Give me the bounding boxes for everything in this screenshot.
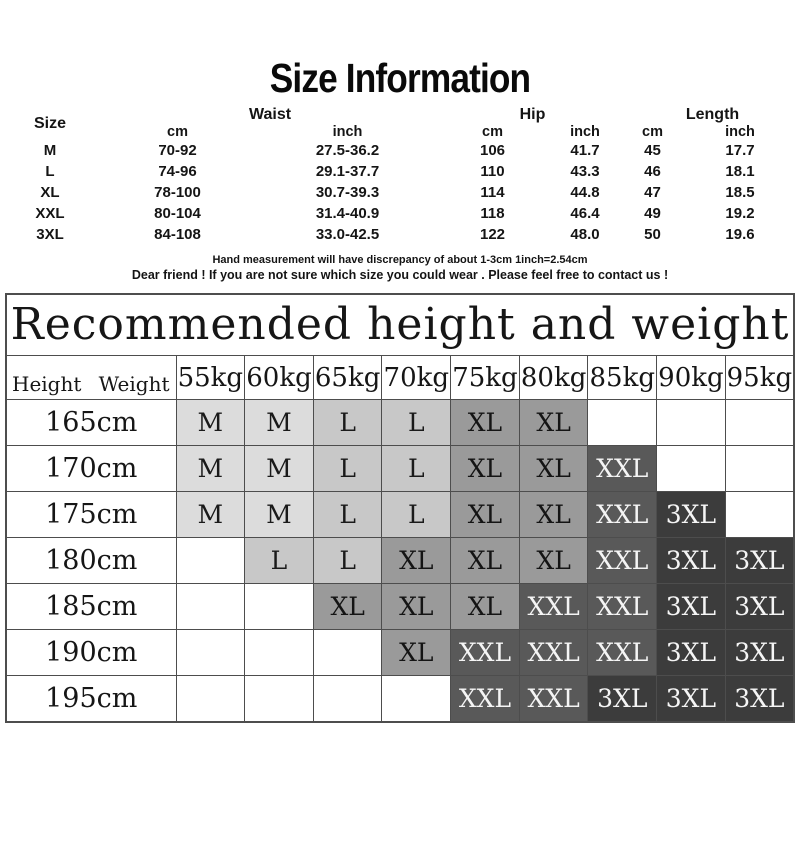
size-value-cell: 31.4-40.9 — [315, 205, 380, 222]
size-table — [0, 105, 800, 245]
height-header: 170cm — [6, 446, 176, 492]
size-value-cell: 43.3 — [570, 163, 600, 180]
empty-cell — [245, 676, 314, 723]
size-value-cell: 84-108 — [154, 226, 201, 243]
height-header: 185cm — [6, 584, 176, 630]
size-reco-cell: L — [245, 538, 314, 584]
size-value-cell: 19.2 — [725, 205, 755, 222]
size-reco-cell: 3XL — [657, 538, 726, 584]
waist-group-header: Waist — [248, 106, 292, 123]
size-reco-cell: 3XL — [657, 630, 726, 676]
size-reco-cell: L — [382, 400, 451, 446]
unit-header: inch — [570, 124, 600, 140]
size-reco-cell: XL — [451, 400, 520, 446]
matrix-row — [6, 630, 794, 676]
size-table-body — [0, 140, 800, 245]
size-reco-cell: XXL — [519, 676, 588, 723]
corner-height-label: Height — [12, 372, 82, 396]
weight-header: 85kg — [588, 356, 657, 400]
size-reco-cell: M — [176, 400, 245, 446]
weight-header: 60kg — [245, 356, 314, 400]
size-value-cell: 46.4 — [570, 205, 600, 222]
corner-weight-label: Weight — [98, 372, 170, 396]
size-reco-cell: XL — [519, 538, 588, 584]
weight-header: 65kg — [313, 356, 382, 400]
size-reco-cell: XL — [519, 400, 588, 446]
size-label-cell: XXL — [35, 205, 65, 222]
empty-cell — [382, 676, 451, 723]
size-value-cell: 48.0 — [570, 226, 600, 243]
unit-header: cm — [167, 124, 188, 140]
height-header: 190cm — [6, 630, 176, 676]
size-table-head — [0, 105, 800, 140]
size-value-cell: 46 — [644, 163, 661, 180]
height-header: 180cm — [6, 538, 176, 584]
size-value-cell: 45 — [644, 142, 661, 159]
size-reco-cell: 3XL — [657, 676, 726, 723]
size-value-cell: 41.7 — [570, 142, 600, 159]
group-header-row — [0, 105, 800, 123]
size-reco-cell: L — [382, 492, 451, 538]
size-reco-cell: XL — [451, 446, 520, 492]
size-value-cell: 49 — [644, 205, 661, 222]
size-value-cell: 114 — [480, 184, 505, 201]
empty-cell — [313, 630, 382, 676]
size-value-cell: 80-104 — [154, 205, 201, 222]
size-value-cell: 29.1-37.7 — [315, 163, 380, 180]
empty-cell — [725, 446, 794, 492]
empty-cell — [245, 584, 314, 630]
unit-header: cm — [642, 124, 663, 140]
size-reco-cell: XXL — [588, 584, 657, 630]
size-chart-page — [0, 55, 800, 723]
size-label-cell: 3XL — [36, 226, 64, 243]
matrix-row — [6, 538, 794, 584]
size-reco-cell: M — [176, 446, 245, 492]
size-reco-cell: XXL — [588, 492, 657, 538]
size-value-cell: 27.5-36.2 — [315, 142, 380, 159]
size-reco-cell: XXL — [451, 630, 520, 676]
size-reco-cell: 3XL — [725, 538, 794, 584]
unit-header: cm — [482, 124, 503, 140]
size-table-row — [0, 161, 800, 182]
size-reco-cell: L — [313, 492, 382, 538]
recommend-table — [5, 293, 795, 723]
size-table-row — [0, 182, 800, 203]
size-label-cell: XL — [40, 184, 60, 201]
size-reco-cell: M — [245, 492, 314, 538]
size-reco-cell: 3XL — [588, 676, 657, 723]
size-reco-cell: XL — [451, 538, 520, 584]
size-value-cell: 30.7-39.3 — [315, 184, 380, 201]
sub-header-row — [0, 123, 800, 140]
size-reco-cell: XL — [382, 584, 451, 630]
recommend-head — [6, 294, 794, 400]
weight-header: 75kg — [451, 356, 520, 400]
empty-cell — [245, 630, 314, 676]
size-reco-cell: XL — [519, 492, 588, 538]
height-header: 195cm — [6, 676, 176, 723]
size-value-cell: 19.6 — [725, 226, 755, 243]
measurement-note: Hand measurement will have discrepancy of about 1-3cm 1inch=2.54cm — [212, 254, 588, 266]
size-reco-cell: 3XL — [657, 584, 726, 630]
empty-cell — [313, 676, 382, 723]
size-reco-cell: 3XL — [725, 630, 794, 676]
recommend-title-row — [6, 294, 794, 356]
size-reco-cell: XL — [519, 446, 588, 492]
corner-cell — [6, 356, 176, 400]
size-reco-cell: XXL — [588, 538, 657, 584]
size-reco-cell: L — [382, 446, 451, 492]
empty-cell — [657, 400, 726, 446]
size-reco-cell: 3XL — [725, 584, 794, 630]
matrix-body — [6, 400, 794, 723]
size-value-cell: 44.8 — [570, 184, 600, 201]
matrix-row — [6, 446, 794, 492]
size-table-row — [0, 203, 800, 224]
length-group-header: Length — [685, 106, 740, 123]
weights-row — [6, 356, 794, 400]
size-reco-cell: XXL — [451, 676, 520, 723]
unit-header: inch — [332, 124, 363, 140]
empty-cell — [588, 400, 657, 446]
size-value-cell: 110 — [480, 163, 505, 180]
hip-group-header: Hip — [519, 106, 546, 123]
empty-cell — [176, 538, 245, 584]
size-value-cell: 17.7 — [725, 142, 755, 159]
size-value-cell: 33.0-42.5 — [315, 226, 380, 243]
size-reco-cell: 3XL — [725, 676, 794, 723]
page-title: Size Information — [269, 55, 531, 101]
size-value-cell: 70-92 — [158, 142, 197, 159]
size-reco-cell: XXL — [588, 630, 657, 676]
size-reco-cell: M — [176, 492, 245, 538]
size-reco-cell: XL — [451, 492, 520, 538]
unit-header: inch — [725, 124, 755, 140]
size-value-cell: 18.5 — [725, 184, 755, 201]
size-reco-cell: L — [313, 446, 382, 492]
size-reco-cell: XXL — [519, 584, 588, 630]
weight-header: 90kg — [657, 356, 726, 400]
size-value-cell: 50 — [644, 226, 661, 243]
weight-header: 80kg — [519, 356, 588, 400]
weight-header: 95kg — [725, 356, 794, 400]
size-reco-cell: XL — [382, 630, 451, 676]
weight-header: 70kg — [382, 356, 451, 400]
matrix-row — [6, 400, 794, 446]
size-reco-cell: XXL — [519, 630, 588, 676]
size-value-cell: 18.1 — [725, 163, 755, 180]
size-table-row — [0, 140, 800, 161]
size-value-cell: 78-100 — [154, 184, 201, 201]
matrix-row — [6, 584, 794, 630]
size-value-cell: 74-96 — [158, 163, 197, 180]
empty-cell — [176, 630, 245, 676]
size-reco-cell: XXL — [588, 446, 657, 492]
size-reco-cell: 3XL — [657, 492, 726, 538]
empty-cell — [725, 400, 794, 446]
size-value-cell: 118 — [480, 205, 505, 222]
size-reco-cell: XL — [313, 584, 382, 630]
size-column-header: Size — [33, 114, 66, 132]
size-label-cell: L — [45, 163, 55, 180]
weight-header: 55kg — [176, 356, 245, 400]
empty-cell — [176, 676, 245, 723]
height-header: 165cm — [6, 400, 176, 446]
size-reco-cell: L — [313, 400, 382, 446]
size-reco-cell: XL — [382, 538, 451, 584]
corner-labels — [12, 374, 170, 394]
size-value-cell: 106 — [480, 142, 506, 159]
empty-cell — [176, 584, 245, 630]
size-value-cell: 122 — [480, 226, 506, 243]
matrix-row — [6, 676, 794, 723]
contact-note: Dear friend ! If you are not sure which size you could wear . Please feel free to contact us ! — [131, 268, 669, 282]
empty-cell — [657, 446, 726, 492]
size-value-cell: 47 — [644, 184, 661, 201]
size-reco-cell: L — [313, 538, 382, 584]
height-header: 175cm — [6, 492, 176, 538]
size-reco-cell: XL — [451, 584, 520, 630]
size-reco-cell: M — [245, 446, 314, 492]
size-table-row — [0, 224, 800, 245]
size-reco-cell: M — [245, 400, 314, 446]
empty-cell — [725, 492, 794, 538]
recommend-title: Recommended height and weight — [6, 294, 794, 356]
size-label-cell: M — [43, 142, 57, 159]
matrix-row — [6, 492, 794, 538]
